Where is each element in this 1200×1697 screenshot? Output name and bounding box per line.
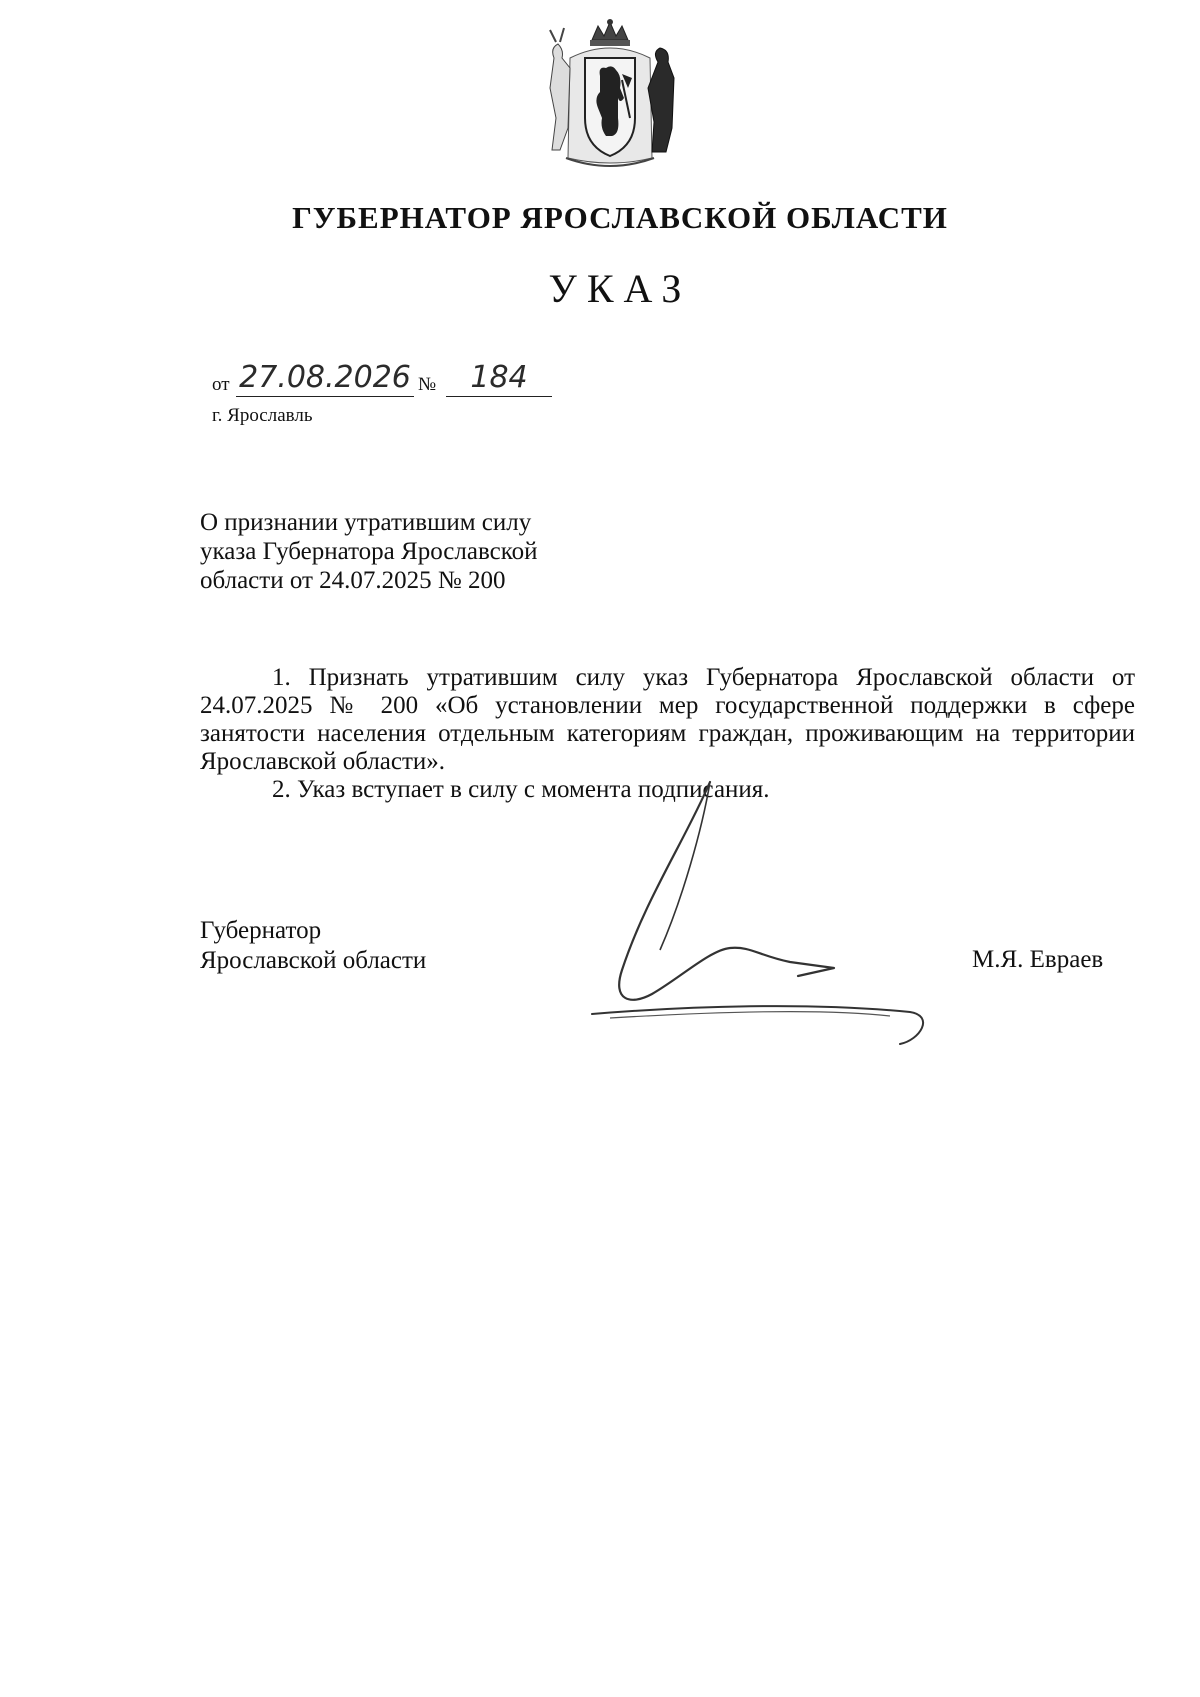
handwritten-date: 27.08.2026 [236,360,414,397]
subject-line: О признании утратившим силу [200,509,532,536]
handwritten-number: 184 [446,360,552,397]
signatory-title [200,916,426,976]
signature-icon [590,780,950,1050]
signatory-title-line: Губернатор [200,917,322,944]
subject-title [200,508,620,595]
city: г. Ярославль [212,405,313,426]
body-paragraph: 2. Указ вступает в силу с момента подписания. [272,776,770,803]
signatory-title-line: Ярославской области [200,947,427,974]
date-prefix: от [212,374,230,395]
body-paragraph: 1. Признать утратившим силу указ Губернатора Ярославской области от 24.07.2025 № 200 «Об установлении мер государственной поддержки в сфере занятости населения отдельным категориям граждан, проживающим на территории Ярославской области». [200,664,1135,775]
document-type: УКАЗ [548,266,692,311]
issuing-authority: ГУБЕРНАТОР ЯРОСЛАВСКОЙ ОБЛАСТИ [292,200,948,235]
subject-line: области от 24.07.2025 № 200 [200,567,506,594]
coat-of-arms-icon [540,18,680,173]
subject-line: указа Губернатора Ярославской [200,538,538,565]
number-prefix: № [418,374,437,395]
signatory-name: М.Я. Евраев [972,946,1104,973]
